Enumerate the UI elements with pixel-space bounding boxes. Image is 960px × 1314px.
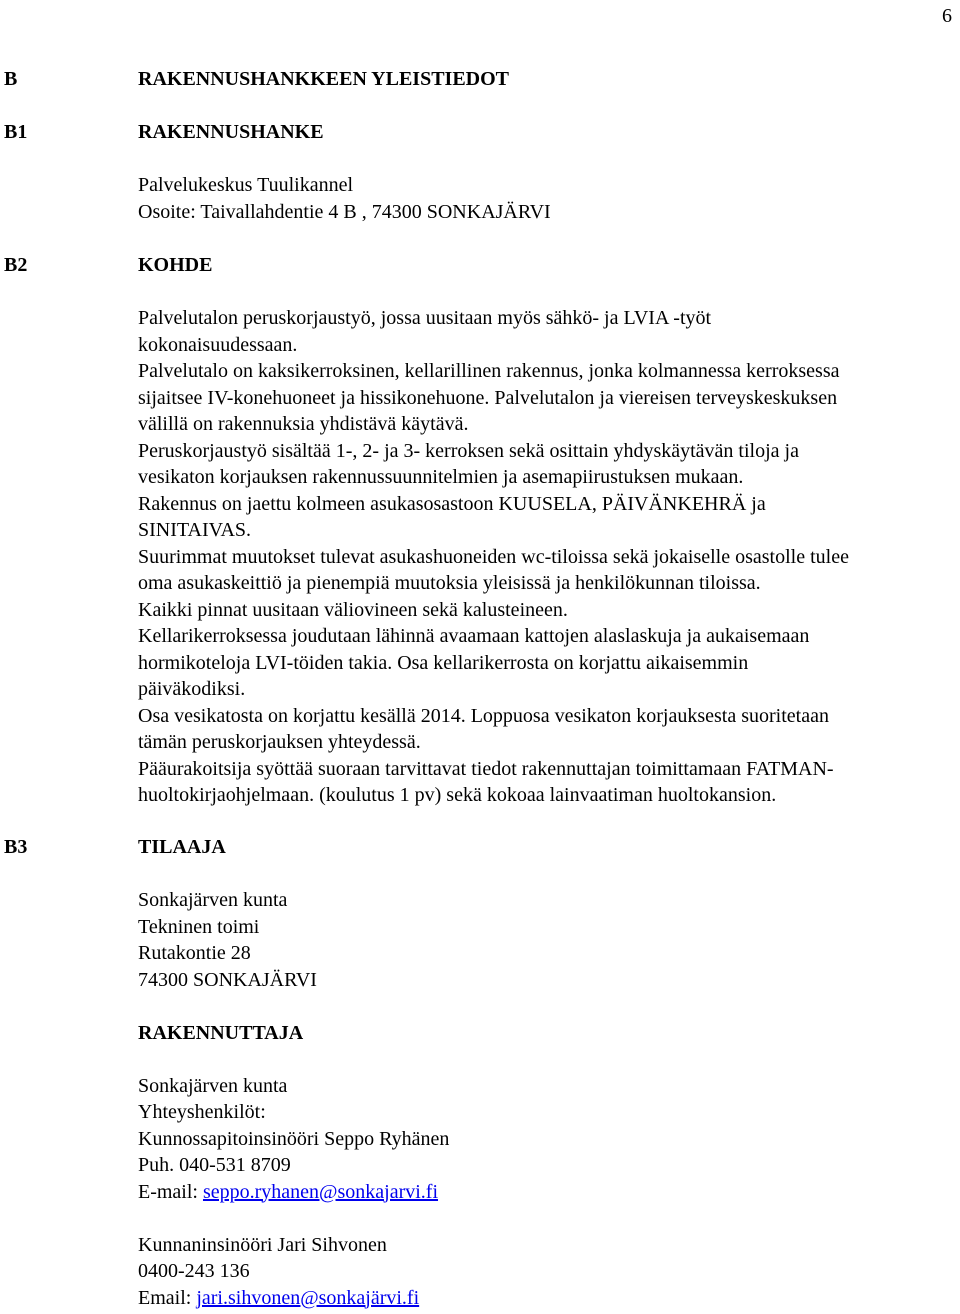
section-b1 xyxy=(138,119,950,225)
section-b3 xyxy=(138,834,950,1311)
section-b-number: B xyxy=(4,68,18,90)
body-line: Osa vesikatosta on korjattu kesällä 2014. Loppuosa vesikaton korjauksesta suoritetaan xyxy=(138,704,829,727)
body-line: Suurimmat muutokset tulevat asukashuoneiden wc-tiloissa sekä jokaiselle osastolle tulee xyxy=(138,545,849,568)
body-line: välillä on rakennuksia yhdistävä käytävä. xyxy=(138,413,469,435)
contact-email-line xyxy=(138,1285,950,1312)
body-line: tämän peruskorjauksen yhteydessä. xyxy=(138,731,421,753)
body-line: Rakennus on jaettu kolmeen asukasosastoon KUUSELA, PÄIVÄNKEHRÄ ja xyxy=(138,492,766,515)
body-line: Palvelutalo on kaksikerroksinen, kellarillinen rakennus, jonka kolmannessa kerroksessa xyxy=(138,360,840,382)
section-b3-number: B3 xyxy=(4,836,28,858)
body-line: sijaitsee IV-konehuoneet ja hissikonehuone. Palvelutalon ja viereisen terveyskeskuksen xyxy=(138,386,838,409)
body-line: hormikoteloja LVI-töiden takia. Osa kellarikerrosta on korjattu aikaisemmin xyxy=(138,651,749,674)
email-label: Email: xyxy=(138,1286,197,1309)
contact-phone: 0400-243 136 xyxy=(138,1260,250,1282)
body-line: päiväkodiksi. xyxy=(138,678,246,700)
rakennuttaja-title: RAKENNUTTAJA xyxy=(138,1021,304,1044)
client-street: Rutakontie 28 xyxy=(138,942,251,964)
client-department: Tekninen toimi xyxy=(138,915,260,938)
project-name: Palvelukeskus Tuulikannel xyxy=(138,174,354,196)
client-name: Sonkajärven kunta xyxy=(138,889,288,911)
section-b2 xyxy=(138,252,950,809)
section-b1-title: RAKENNUSHANKE xyxy=(138,121,324,143)
developer-name: Sonkajärven kunta xyxy=(138,1074,288,1097)
body-line: Pääurakoitsija syöttää suoraan tarvittavat tiedot rakennuttajan toimittamaan FATMAN- xyxy=(138,757,834,780)
section-b2-title: KOHDE xyxy=(138,254,213,276)
section-b2-number: B2 xyxy=(4,254,28,276)
body-line: Palvelutalon peruskorjaustyö, jossa uusitaan myös sähkö- ja LVIA -työt xyxy=(138,307,712,329)
email-link[interactable]: jari.sihvonen@sonkajärvi.fi xyxy=(196,1286,420,1309)
body-line: vesikaton korjauksen rakennussuunnitelmien ja asemapiirustuksen mukaan. xyxy=(138,466,744,488)
body-line: kokonaisuudessaan. xyxy=(138,333,298,356)
section-b3-title: TILAAJA xyxy=(138,836,226,858)
body-line: huoltokirjaohjelmaan. (koulutus 1 pv) sekä kokoaa lainvaatiman huoltokansion. xyxy=(138,784,777,806)
email-label: E-mail: xyxy=(138,1180,203,1203)
contact-person: Kunnaninsinööri Jari Sihvonen xyxy=(138,1233,387,1256)
contact-email-line xyxy=(138,1179,950,1206)
section-b1-number: B1 xyxy=(4,121,28,143)
page-number: 6 xyxy=(942,5,952,27)
client-postal: 74300 SONKAJÄRVI xyxy=(138,968,317,991)
contact-phone: Puh. 040-531 8709 xyxy=(138,1154,291,1176)
body-line: oma asukaskeittiö ja pienempiä muutoksia yleisissä ja henkilökunnan tiloissa. xyxy=(138,572,761,594)
body-line: Peruskorjaustyö sisältää 1-, 2- ja 3- kerroksen sekä osittain yhdyskäytävän tiloja ja xyxy=(138,439,799,462)
contacts-label: Yhteyshenkilöt: xyxy=(138,1101,266,1123)
project-address: Osoite: Taivallahdentie 4 B , 74300 SONKAJÄRVI xyxy=(138,200,551,223)
email-link[interactable]: seppo.ryhanen@sonkajarvi.fi xyxy=(202,1180,439,1203)
contact-person: Kunnossapitoinsinööri Seppo Ryhänen xyxy=(138,1127,450,1150)
body-line: Kaikki pinnat uusitaan väliovineen sekä kalusteineen. xyxy=(138,598,568,621)
section-b-title: RAKENNUSHANKKEEN YLEISTIEDOT xyxy=(138,68,510,90)
body-line: SINITAIVAS. xyxy=(138,519,252,541)
body-line: Kellarikerroksessa joudutaan lähinnä avaamaan kattojen alaslaskuja ja aukaisemaan xyxy=(138,625,810,647)
